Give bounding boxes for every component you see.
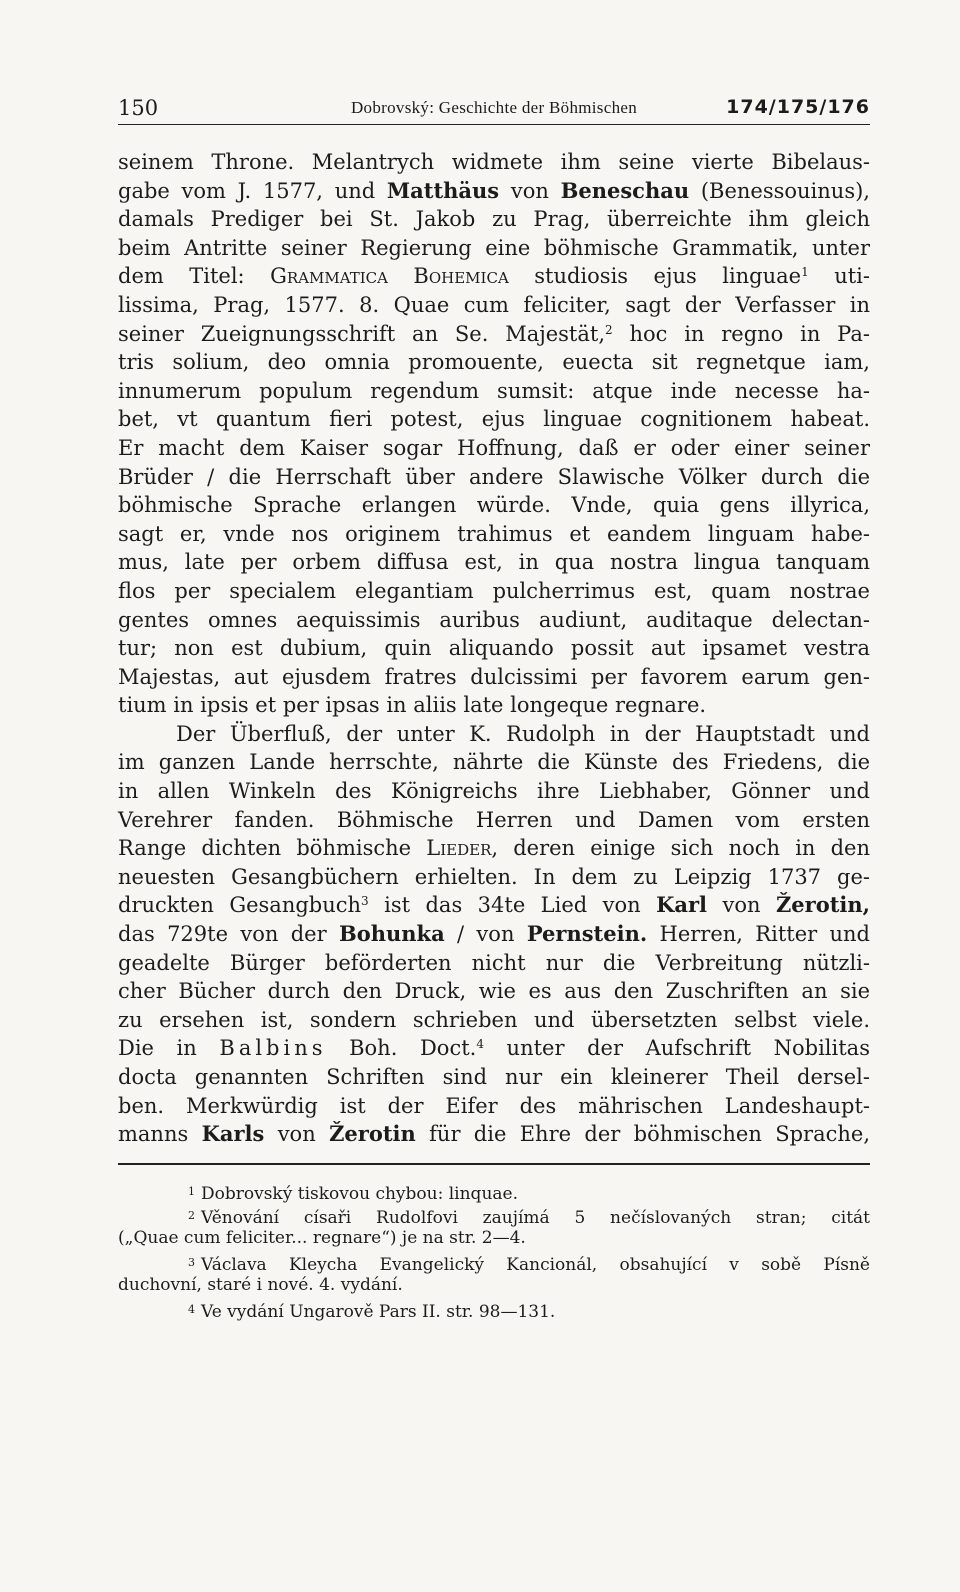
text-line: Die in Balbins Boh. Doct.$^4$ unter der Aufschrift Nobilitas	[118, 1036, 870, 1061]
footnote: $^1$ Dobrovský tiskovou chybou: linquae.	[188, 1184, 518, 1204]
text-line: Er macht dem Kaiser sogar Hoffnung, daß er oder einer seiner	[118, 435, 870, 460]
footnote: $^3$ Václava Kleycha Evangelický Kancionál, obsahující v sobě Písně	[188, 1254, 870, 1275]
text-line: Majestas, aut ejusdem fratres dulcissimi per favorem earum gen-	[118, 664, 870, 689]
text-line: bet, vt quantum fieri potest, ejus linguae cognitionem habeat.	[118, 407, 870, 432]
text-line: Range dichten böhmische Lieder, deren einige sich noch in den	[118, 836, 870, 861]
footnote-continuation: duchovní, staré i nové. 4. vydání.	[118, 1275, 403, 1295]
text-line: druckten Gesangbuch$^3$ ist das 34te Lied von Karl von Žerotin,	[118, 892, 870, 918]
text-line: sagt er, vnde nos originem trahimus et eandem linguam habe-	[118, 521, 870, 546]
text-line: beim Antritte seiner Regierung eine böhmische Grammatik, unter	[118, 235, 870, 260]
footnote: $^4$ Ve vydání Ungarově Pars II. str. 98—131.	[188, 1301, 556, 1322]
text-line: in allen Winkeln des Königreichs ihre Liebhaber, Gönner und	[118, 779, 870, 804]
text-line: cher Bücher durch den Druck, wie es aus den Zuschriften an sie	[118, 979, 870, 1004]
book-page	[118, 0, 870, 1592]
text-line: ben. Merkwürdig ist der Eifer des mährischen Landeshaupt-	[118, 1093, 870, 1118]
text-line: innumerum populum regendum sumsit: atque inde necesse ha-	[118, 378, 870, 403]
text-line: Verehrer fanden. Böhmische Herren und Damen vom ersten	[118, 807, 870, 832]
footnote-divider	[118, 1163, 870, 1165]
text-line: zu ersehen ist, sondern schrieben und übersetzten selbst viele.	[118, 1007, 870, 1032]
footnote-continuation: („Quae cum feliciter... regnare“) je na str. 2—4.	[118, 1228, 526, 1248]
footnote-ref: 3	[361, 894, 369, 909]
footnote: $^2$ Věnování císaři Rudolfovi zaujímá 5 nečíslovaných stran; citát	[188, 1207, 870, 1228]
text-line: seinem Throne. Melantrych widmete ihm seine vierte Bibelaus-	[118, 150, 870, 174]
running-title: Dobrovský: Geschichte der Böhmischen	[350, 98, 638, 117]
text-line: manns Karls von Žerotin für die Ehre der böhmischen Sprache,	[118, 1121, 870, 1147]
text-line: seiner Zueignungsschrift an Se. Majestät,$^2$ hoc in regno in Pa-	[118, 321, 870, 346]
footnote-ref: 4	[476, 1037, 484, 1052]
text-line: gabe vom J. 1577, und Matthäus von Beneschau (Benessouinus),	[118, 177, 870, 203]
running-header	[118, 92, 870, 125]
text-line: böhmische Sprache erlangen würde. Vnde, quia gens illyrica,	[118, 493, 870, 518]
text-line: neuesten Gesangbüchern erhielten. In dem zu Leipzig 1737 ge-	[118, 864, 870, 889]
main-text	[118, 148, 870, 1149]
text-line: tris solium, deo omnia promouente, euecta sit regnetque iam,	[118, 350, 870, 375]
text-line: tium in ipsis et per ipsas in aliis late longeque regnare.	[118, 693, 707, 718]
text-line: tur; non est dubium, quin aliquando possit aut ipsamet vestra	[118, 636, 870, 661]
text-line: dem Titel: Grammatica Bohemica studiosis ejus linguae$^1$ uti-	[118, 264, 870, 289]
original-page-refs: 174/175/176	[726, 96, 870, 118]
text-line: flos per specialem elegantiam pulcherrimus est, quam nostrae	[118, 578, 870, 603]
text-line: im ganzen Lande herrschte, nährte die Künste des Friedens, die	[118, 750, 870, 775]
text-line: damals Prediger bei St. Jakob zu Prag, überreichte ihm gleich	[118, 207, 870, 232]
text-line: Der Überfluß, der unter K. Rudolph in der Hauptstadt und	[176, 721, 870, 746]
text-line: Brüder / die Herrschaft über andere Slawische Völker durch die	[118, 464, 870, 489]
footnote-ref: 2	[605, 322, 613, 337]
text-line: docta genannten Schriften sind nur ein kleinerer Theil dersel-	[118, 1065, 870, 1089]
text-line: lissima, Prag, 1577. 8. Quae cum feliciter, sagt der Verfasser in	[118, 292, 870, 317]
footnotes	[118, 1180, 870, 1321]
text-line: das 729te von der Bohunka / von Pernstein. Herren, Ritter und	[118, 921, 870, 947]
page-number: 150	[118, 96, 159, 120]
text-line: geadelte Bürger beförderten nicht nur die Verbreitung nützli-	[118, 950, 870, 975]
text-line: gentes omnes aequissimis auribus audiunt, auditaque delectan-	[118, 607, 870, 632]
footnote-ref: 1	[801, 265, 809, 280]
text-line: mus, late per orbem diffusa est, in qua nostra lingua tanquam	[118, 550, 870, 575]
